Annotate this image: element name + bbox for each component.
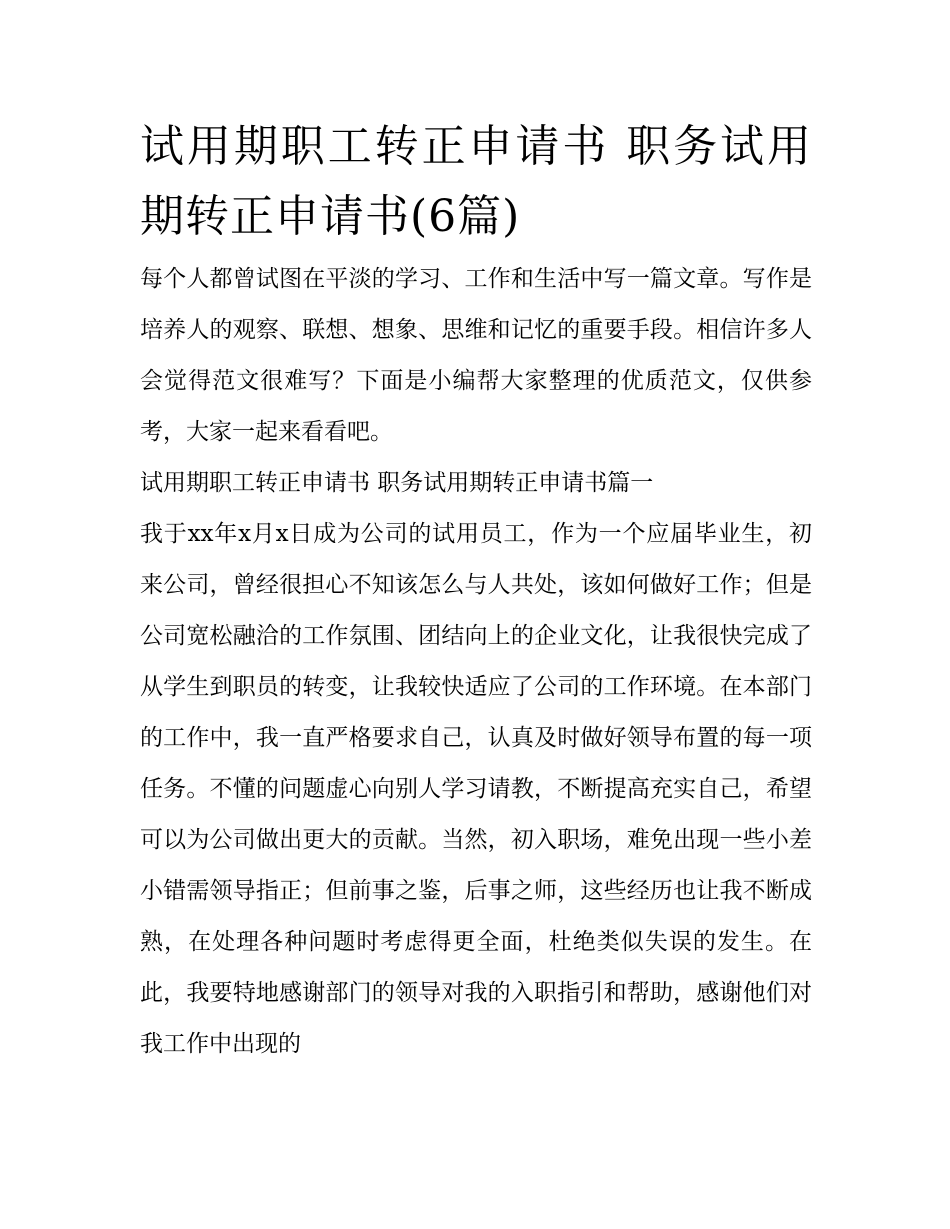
section-heading: 试用期职工转正申请书 职务试用期转正申请书篇一: [140, 470, 654, 496]
body-paragraph: 我于xx年x月x日成为公司的试用员工，作为一个应届毕业生，初来公司，曾经很担心不知该怎么与人共处，该如何做好工作；但是公司宽松融洽的工作氛围、团结向上的企业文化，让我很快完成了从学生到职员的转变，让我较快适应了公司的工作环境。在本部门的工作中，我一直严格要求自己，认真及时做好领导布置的每一项任务。不懂的问题虚心向别人学习请教，不断提高充实自己，希望可以为公司做出更大的贡献。当然，初入职场，难免出现一些小差小错需领导指正；但前事之鉴，后事之师，这些经历也让我不断成熟，在处理各种问题时考虑得更全面，杜绝类似失误的发生。在此，我要特地感谢部门的领导对我的入职指引和帮助，感谢他们对我工作中出现的: [140, 521, 812, 1057]
document-title: 试用期职工转正申请书 职务试用期转正申请书(6篇): [140, 121, 812, 242]
intro-paragraph: 每个人都曾试图在平淡的学习、工作和生活中写一篇文章。写作是培养人的观察、联想、想象、思维和记忆的重要手段。相信许多人会觉得范文很难写？下面是小编帮大家整理的优质范文，仅供参考，大家一起来看看吧。: [140, 266, 812, 445]
document-content: [140, 112, 812, 1070]
